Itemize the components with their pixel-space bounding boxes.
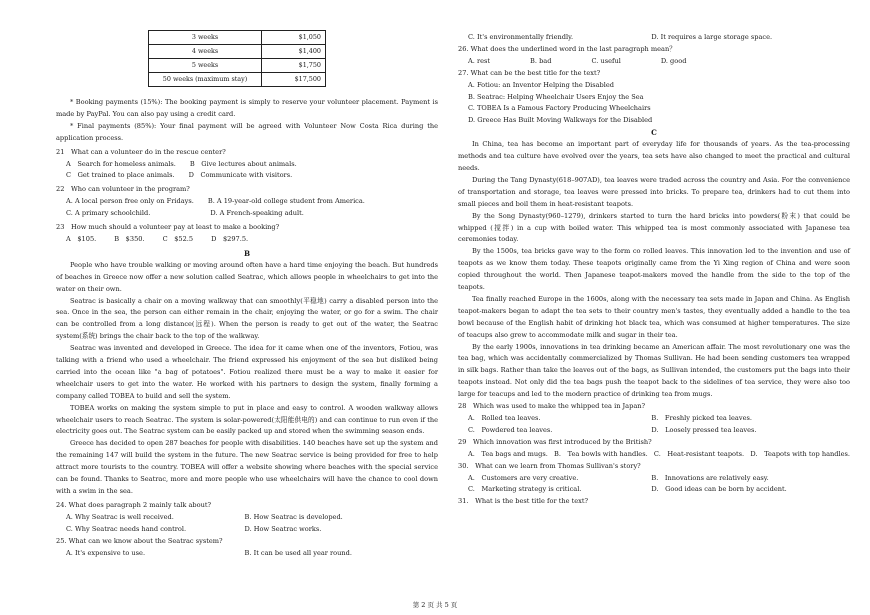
option-c[interactable]: C. It's environmentally friendly.: [468, 33, 574, 41]
option-b[interactable]: B. It can be used all year round.: [244, 548, 352, 557]
options-25b: [458, 32, 850, 44]
options-27: [458, 80, 850, 128]
option-d[interactable]: D. Greece Has Built Moving Walkways for the Disabled: [468, 116, 653, 125]
option-c[interactable]: C. Why Seatrac needs hand control.: [66, 524, 187, 533]
option-d[interactable]: D. A French-speaking adult.: [210, 209, 304, 218]
passage-c-p3: By the Song Dynasty(960–1279), drinkers started to turn the hard bricks into powders(粉末) that could be whipped (搅拌) in a cup with boiled water. This whipped tea is most commonly associated with Japanese tea ceremonies today.: [458, 211, 850, 244]
price-table: [148, 30, 326, 87]
question-22: 22 Who can volunteer in the program?: [56, 185, 190, 194]
table-row: 4 weeks $1,400: [149, 45, 326, 59]
options-21b: [56, 170, 438, 182]
page-footer: 第 2 页 共 5 页: [412, 601, 458, 609]
passage-b-p1: People who have trouble walking or moving around often have a hard time enjoying the beach. But hundreds of beaches in Greece now offer a new solution called Seatrac, which allows people in wheelchairs to get into the water on their own.: [56, 260, 438, 293]
option-d[interactable]: D. Good ideas can be born by accident.: [651, 485, 787, 494]
question-29: 29 Which innovation was first introduced by the British?: [458, 437, 652, 446]
option-b[interactable]: B Give lectures about animals.: [189, 159, 297, 168]
passage-b-p2: Seatrac is basically a chair on a moving walkway that can smoothly(平稳地) carry a disabled person into the sea. Once in the sea, the person can either remain in the chair, enjoying the water, or go for a swim. The chair can be controlled from a long distance(远程). When the person is ready to get out of the water, the Seatrac system(系统) brings the chair back to the top of the walkway.: [56, 296, 438, 341]
passage-b-p4: TOBEA works on making the system simple to put in place and easy to control. A wooden walkway allows wheelchair users to reach Seatrac. The system is solar-powered(太阳能供电的) and can continue to run even if the electricity goes out. The Seatrac system can be easily packed up and stored when the swimming season ends.: [56, 403, 438, 436]
option-b[interactable]: B. A 19-year-old college student from America.: [207, 197, 365, 206]
option-a[interactable]: A $105.: [66, 234, 97, 243]
question-23: 23 How much should a volunteer pay at least to make a booking?: [56, 223, 280, 232]
options-26: [458, 56, 850, 68]
option-d[interactable]: D. good: [660, 56, 687, 65]
option-d[interactable]: D Communicate with visitors.: [188, 171, 293, 180]
option-c[interactable]: C. A primary schoolchild.: [66, 209, 151, 218]
option-a[interactable]: A. Tea bags and mugs.: [468, 449, 548, 458]
question-24: 24. What does paragraph 2 mainly talk about?: [56, 500, 212, 509]
option-c[interactable]: C. TOBEA Is a Famous Factory Producing Wheelchairs: [468, 104, 651, 113]
option-a[interactable]: A. It's expensive to use.: [66, 548, 146, 557]
option-a[interactable]: A. Customers are very creative.: [468, 473, 579, 482]
passage-c-p1: In China, tea has become an important part of everyday life for thousands of years. As the tea-processing methods and tea culture have evolved over the years, tea sets have also changed to meet the practical and cultural needs.: [458, 140, 850, 172]
table-row: 50 weeks (maximum stay) $17,500: [149, 73, 326, 87]
question-31: 31. What is the best title for the text?: [458, 497, 589, 506]
passage-b-p5: Greece has decided to open 287 beaches for people with disabilities. 140 beaches have set up the system and the remaining 147 will build the system in the future. The new Seatrac service is being provided for free to help attract more tourists to the country. TOBEA will offer a website showing where beaches with the special service can be found. Thanks to Seatrac, more and more people who use wheelchairs will have the chance to cool down with a swim in the sea.: [56, 439, 438, 495]
question-21: 21 What can a volunteer do in the rescue center?: [56, 147, 226, 156]
option-b[interactable]: B $350.: [114, 234, 145, 243]
section-b-heading: B: [243, 248, 251, 258]
option-a[interactable]: A. Rolled tea leaves.: [468, 414, 541, 422]
option-c[interactable]: C. Powdered tea leaves.: [468, 425, 553, 434]
question-28: 28 Which was used to make the whipped tea in Japan?: [458, 402, 646, 411]
option-a[interactable]: A. A local person free only on Fridays.: [66, 197, 194, 206]
options-25: [56, 548, 438, 560]
question-25: 25. What can we know about the Seatrac system?: [56, 536, 223, 545]
option-c[interactable]: C. Marketing strategy is critical.: [468, 485, 582, 494]
options-30: [458, 473, 850, 497]
option-c[interactable]: C. useful: [591, 56, 621, 65]
booking-note: * Booking payments (15%): The booking payment is simply to reserve your volunteer placement. Payment is made by PayPal. You can also pay using a credit card.: [56, 98, 438, 118]
section-c-heading: C: [651, 128, 657, 138]
passage-b-p3: Seatrac was invented and developed in Greece. The idea for it came when one of the inventors, Fotiou, was talking with a friend who used a wheelchair. The friend expressed his enjoyment of the sea but disliked being carried into the ocean like "a bag of potatoes". Fotiou realized there must be a way to make it easier for wheelchair users to get into the water. He worked with his partners to design the system, finally forming a company called TOBEA to build and sell the system.: [56, 344, 438, 400]
final-note: * Final payments (85%): Your final payment will be agreed with Volunteer Now Costa Rica during the application process.: [56, 121, 438, 142]
passage-c-p5: Tea finally reached Europe in the 1600s, along with the necessary tea sets made in Japan and China. As English teapot-makers began to adapt the tea sets to their country men's tastes, they eventually added a handle to the tea bowl because of the English habit of drinking hot black tea, which was consumed at higher temperatures. The size of teacups also grew to accommodate milk and sugar in their tea.: [458, 294, 850, 339]
question-30: 30. What can we learn from Thomas Sullivan's story?: [458, 461, 641, 470]
option-a[interactable]: A. Fotiou: an Inventor Helping the Disabled: [468, 80, 615, 89]
options-21: [56, 159, 438, 171]
option-a[interactable]: A. rest: [468, 56, 491, 65]
table-row: 3 weeks $1,050: [149, 31, 326, 45]
options-29: [458, 449, 850, 461]
option-a[interactable]: A. Why Seatrac is well received.: [66, 512, 174, 521]
question-27: 27. What can be the best title for the text?: [458, 68, 601, 77]
options-28: [458, 413, 850, 437]
option-d[interactable]: D. Teapots with top handles.: [750, 449, 850, 458]
right-column: [458, 32, 850, 508]
options-22b: [56, 208, 438, 220]
option-b[interactable]: B. Seatrac: Helping Wheelchair Users Enjoy the Sea: [468, 92, 644, 101]
table-row: 5 weeks $1,750: [149, 59, 326, 73]
option-d[interactable]: D. How Seatrac works.: [244, 524, 322, 533]
passage-c-p2: During the Tang Dynasty(618–907AD), tea leaves were traded across the country and Asia. For the convenience of transportation and storage, tea leaves were pressed into bricks. To prepare tea, drinkers had to cut them into small pieces and boil them in heat-resistant teapots.: [458, 175, 850, 208]
option-d[interactable]: D. It requires a large storage space.: [651, 33, 773, 41]
option-c[interactable]: C. Heat-resistant teapots.: [653, 449, 745, 458]
passage-c-p6: By the early 1900s, innovations in tea drinking became an American affair. The most revolutionary one was the tea bag, which was accidentally commercialized by Thomas Sullivan. He had been sending customers tea wrapped in silk bags. Rather than take the leaves out of the bags, as Sullivan intended, the customers put the bags into their teapots instead. Not only did the tea bags push the teapot back to the sidelines of tea service, they were also too large for teacups and led to the modern practice of drinking tea from mugs.: [458, 342, 850, 399]
options-23: [56, 234, 438, 246]
left-column: [56, 97, 438, 559]
option-b[interactable]: B. How Seatrac is developed.: [244, 512, 343, 521]
option-c[interactable]: C Get trained to place animals.: [66, 171, 175, 180]
passage-c-p4: By the 1500s, tea bricks gave way to the form co rolled leaves. This innovation led to the invention and use of teapots as we know them today. These teapots originally came from the Yi Xing region of China and were soon copied throughout the world. Then Japanese teapot-makers moved the handle from the side to the top of the teapots.: [458, 247, 850, 292]
option-d[interactable]: D $297.5.: [211, 234, 249, 243]
option-c[interactable]: C $52.5: [162, 234, 194, 243]
options-22: [56, 196, 438, 208]
option-a[interactable]: A Search for homeless animals.: [66, 159, 176, 168]
option-b[interactable]: B. Tea bowls with handles.: [554, 449, 648, 458]
option-d[interactable]: D. Loosely pressed tea leaves.: [651, 425, 757, 434]
question-26: 26. What does the underlined word in the last paragraph mean？: [458, 44, 676, 53]
option-b[interactable]: B. Innovations are relatively easy.: [651, 473, 769, 482]
options-24: [56, 512, 438, 536]
option-b[interactable]: B. Freshly picked tea leaves.: [651, 414, 752, 422]
option-b[interactable]: B. bad: [530, 56, 552, 65]
